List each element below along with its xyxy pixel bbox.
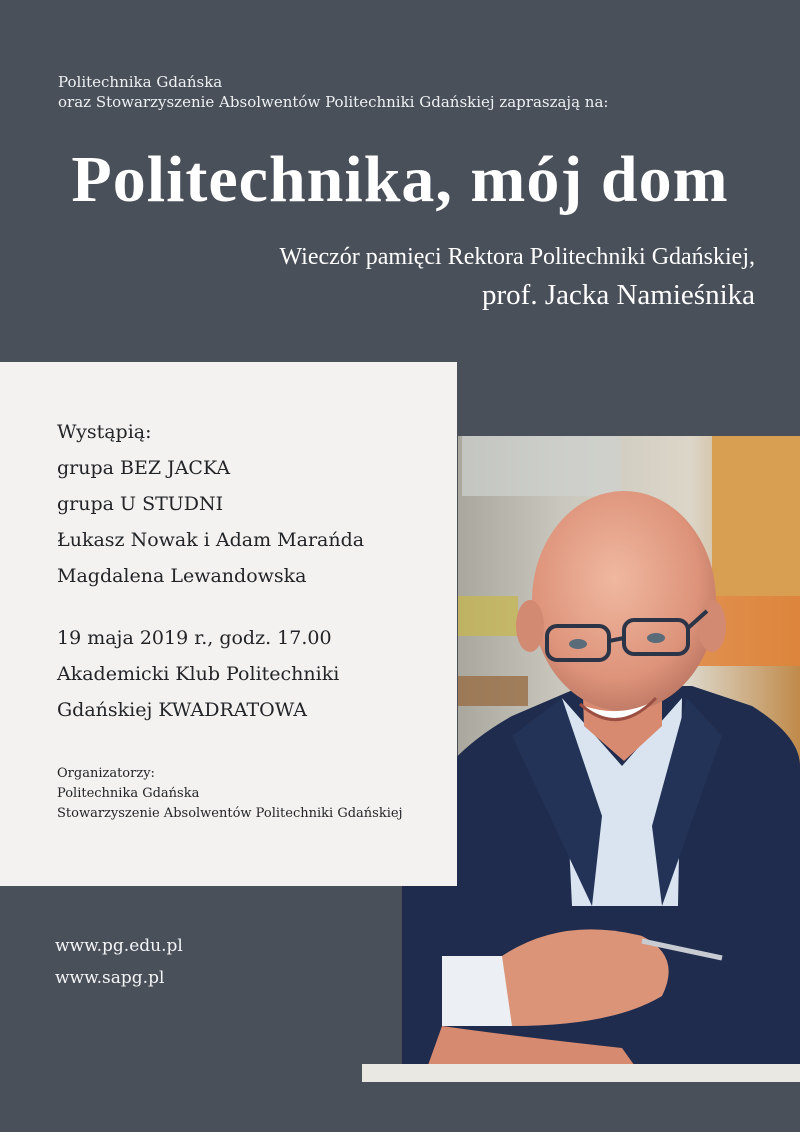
intro-line-1: Politechnika Gdańska [58,73,223,91]
page-title: Politechnika, mój dom [71,143,729,216]
info-panel [0,362,457,886]
subtitle-line-2: prof. Jacka Namieśnika [482,279,755,311]
list-item: Magdalena Lewandowska [57,565,307,587]
intro-line-2: oraz Stowarzyszenie Absolwentów Politechniki Gdańskiej zapraszają na: [58,93,609,111]
organizers [57,764,403,824]
link-sapg[interactable]: www.sapg.pl [55,968,165,988]
subtitle-line-1: Wieczór pamięci Rektora Politechniki Gdańskiej, [279,244,755,270]
website-links [55,930,183,994]
event-venue-line-2: Gdańskiej KWADRATOWA [57,699,308,721]
event-date: 19 maja 2019 r., godz. 17.00 [57,627,332,649]
event-details [57,620,339,728]
list-item: grupa U STUDNI [57,493,224,515]
event-venue-line-1: Akademicki Klub Politechniki [57,663,340,685]
organizer-item: Stowarzyszenie Absolwentów Politechniki Gdańskiej [57,806,403,821]
performers-heading: Wystąpią: [57,421,152,443]
subtitle [279,240,755,316]
performers-list [57,414,364,594]
intro-text [58,72,608,112]
organizer-item: Politechnika Gdańska [57,786,200,801]
link-pg[interactable]: www.pg.edu.pl [55,936,183,956]
list-item: Łukasz Nowak i Adam Marańda [57,529,365,551]
organizers-heading: Organizatorzy: [57,766,155,781]
list-item: grupa BEZ JACKA [57,457,231,479]
